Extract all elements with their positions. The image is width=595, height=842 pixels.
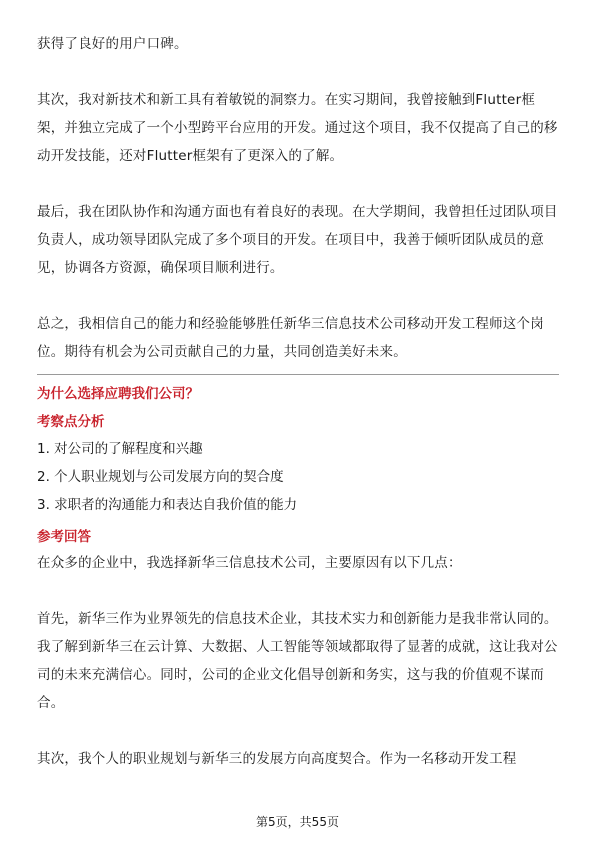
list-item: 3. 求职者的沟通能力和表达自我价值的能力	[37, 497, 298, 513]
paragraph-conclusion: 总之，我相信自己的能力和经验能够胜任新华三信息技术公司移动开发工程师这个岗位。期待有机会为公司贡献自己的力量，共同创造美好未来。	[37, 316, 544, 360]
answer-intro: 在众多的企业中，我选择新华三信息技术公司，主要原因有以下几点：	[37, 555, 462, 571]
paragraph-teamwork: 最后，我在团队协作和沟通方面也有着良好的表现。在大学期间，我曾担任过团队项目负责人，成功领导团队完成了多个项目的开发。在项目中，我善于倾听团队成员的意见，协调各方资源，确保项目顺利进行。	[37, 204, 558, 276]
analysis-list	[37, 435, 559, 519]
paragraph-new-tech: 其次，我对新技术和新工具有着敏锐的洞察力。在实习期间，我曾接触到Flutter框架，并独立完成了一个小型跨平台应用的开发。通过这个项目，我不仅提高了自己的移动开发技能，还对Flutter框架有了更深入的了解。	[37, 92, 558, 164]
page-content	[37, 30, 559, 773]
analysis-heading: 考察点分析	[37, 414, 105, 430]
paragraph-continuation: 获得了良好的用户口碑。	[37, 36, 188, 52]
paragraph-gap	[37, 717, 559, 745]
answer-paragraph-second: 其次，我个人的职业规划与新华三的发展方向高度契合。作为一名移动开发工程	[37, 751, 517, 767]
answer-paragraph-first: 首先，新华三作为业界领先的信息技术企业，其技术实力和创新能力是我非常认同的。我了解到新华三在云计算、大数据、人工智能等领域都取得了显著的成就，这让我对公司的未来充满信心。同时，公司的企业文化倡导创新和务实，这与我的价值观不谋而合。	[37, 611, 558, 711]
paragraph-gap	[37, 282, 559, 310]
paragraph-gap	[37, 577, 559, 605]
paragraph-gap	[37, 170, 559, 198]
list-item: 2. 个人职业规划与公司发展方向的契合度	[37, 469, 284, 485]
list-item: 1. 对公司的了解程度和兴趣	[37, 441, 203, 457]
question-heading: 为什么选择应聘我们公司？	[37, 386, 199, 402]
section-divider	[37, 374, 559, 375]
answer-heading: 参考回答	[37, 529, 91, 545]
paragraph-gap	[37, 58, 559, 86]
page-number-footer: 第5页，共55页	[256, 815, 339, 829]
